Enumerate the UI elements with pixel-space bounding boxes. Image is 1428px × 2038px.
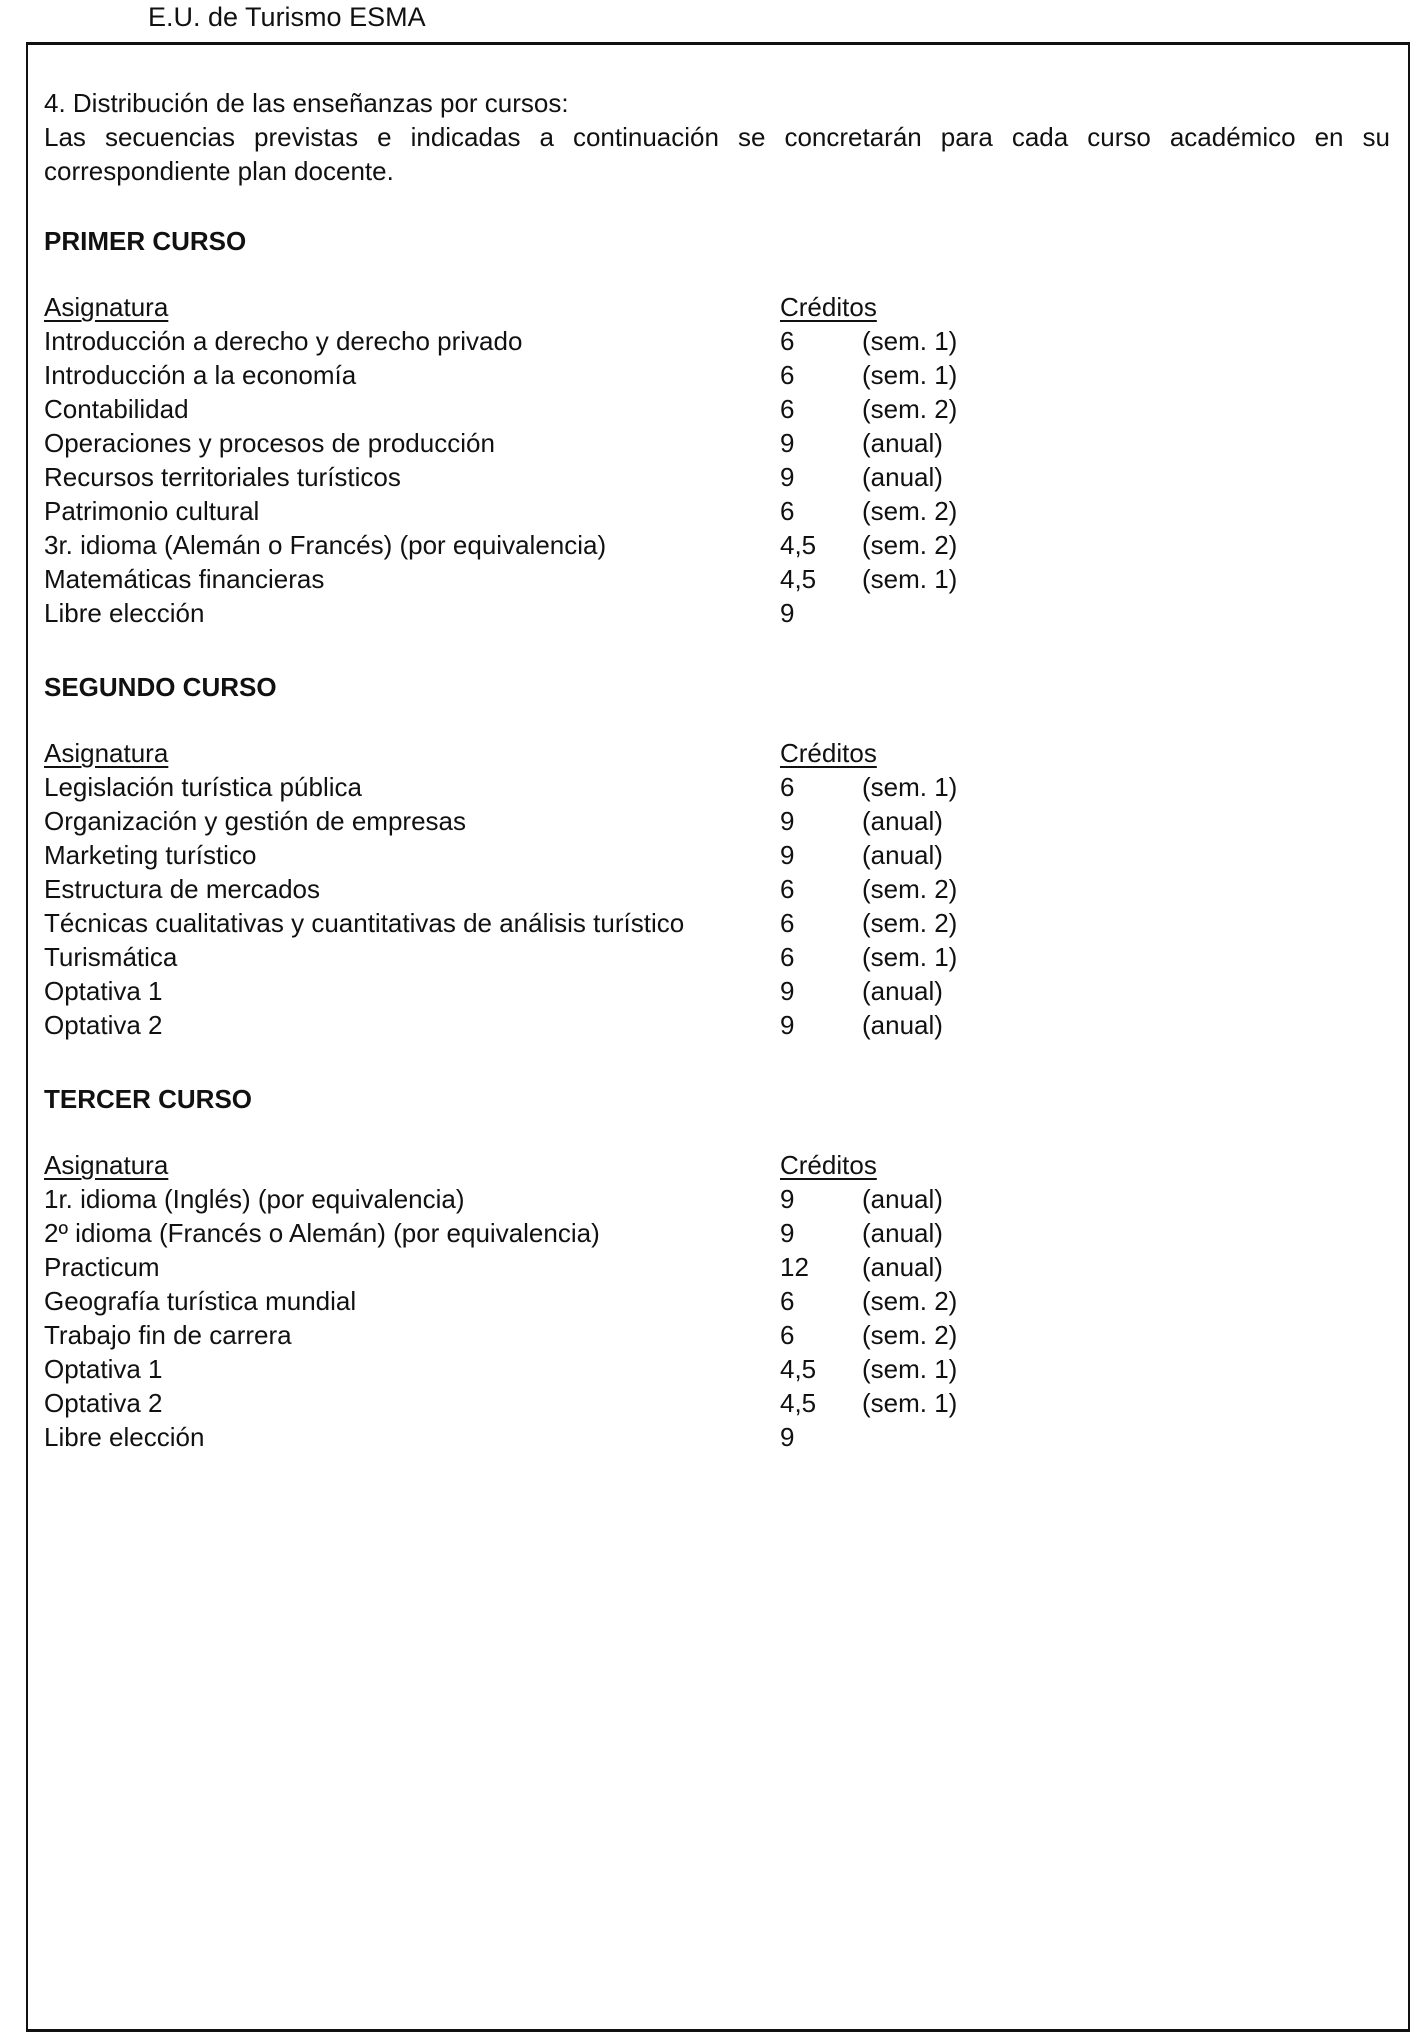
subject-cell: 1r. idioma (Inglés) (por equivalencia) [44, 1184, 465, 1214]
credits-cell: 6 [780, 360, 795, 390]
credits-cell: 9 [780, 462, 795, 492]
column-header-credits: Créditos [780, 738, 877, 768]
period-cell: (sem. 2) [862, 1286, 958, 1316]
period-cell: (sem. 1) [862, 360, 958, 390]
period-cell: (anual) [862, 1218, 943, 1248]
table-row [44, 426, 1044, 460]
table-row [44, 1420, 1044, 1454]
credits-cell: 12 [780, 1252, 809, 1282]
period-cell: (sem. 2) [862, 394, 958, 424]
page-header: E.U. de Turismo ESMA [148, 2, 426, 32]
credits-cell: 9 [780, 840, 795, 870]
subject-cell: Introducción a la economía [44, 360, 357, 390]
subject-cell: Trabajo fin de carrera [44, 1320, 292, 1350]
subject-cell: Optativa 1 [44, 1354, 163, 1384]
credits-cell: 4,5 [780, 564, 817, 594]
table-row [44, 1008, 1044, 1042]
period-cell: (sem. 1) [862, 1354, 958, 1384]
subject-cell: Técnicas cualitativas y cuantitativas de análisis turístico [44, 908, 685, 938]
table-row [44, 770, 1044, 804]
period-cell: (sem. 1) [862, 1388, 958, 1418]
table-row [44, 528, 1044, 562]
credits-cell: 6 [780, 1320, 795, 1350]
subject-cell: Optativa 1 [44, 976, 163, 1006]
subject-cell: Optativa 2 [44, 1010, 163, 1040]
subject-cell: Geografía turística mundial [44, 1286, 357, 1316]
intro-heading: 4. Distribución de las enseñanzas por cursos: [44, 88, 569, 118]
credits-cell: 6 [780, 1286, 795, 1316]
credits-cell: 9 [780, 1422, 795, 1452]
table-row [44, 872, 1044, 906]
table-row [44, 940, 1044, 974]
document-content [44, 86, 1394, 1452]
period-cell: (anual) [862, 1010, 943, 1040]
subject-cell: Matemáticas financieras [44, 564, 325, 594]
credits-cell: 9 [780, 428, 795, 458]
subject-cell: Operaciones y procesos de producción [44, 428, 495, 458]
period-cell: (sem. 2) [862, 908, 958, 938]
intro-paragraph: Las secuencias previstas e indicadas a continuación se concretarán para cada curso académico en su correspondiente plan docente. [44, 122, 1390, 186]
period-cell: (anual) [862, 428, 943, 458]
subject-cell: Contabilidad [44, 394, 189, 424]
table-row [44, 974, 1044, 1008]
section-tercer-curso [44, 1082, 1044, 1454]
credits-cell: 6 [780, 874, 795, 904]
section-segundo-curso [44, 670, 1044, 1042]
credits-cell: 9 [780, 1184, 795, 1214]
credits-cell: 9 [780, 806, 795, 836]
subject-cell: Estructura de mercados [44, 874, 321, 904]
period-cell: (sem. 1) [862, 772, 958, 802]
table-row [44, 1386, 1044, 1420]
table-row [44, 804, 1044, 838]
table-row [44, 1352, 1044, 1386]
credits-cell: 9 [780, 1218, 795, 1248]
subject-cell: Legislación turística pública [44, 772, 362, 802]
table-row [44, 392, 1044, 426]
course-table [44, 324, 1044, 630]
subject-cell: Libre elección [44, 598, 205, 628]
subject-cell: Turismática [44, 942, 178, 972]
credits-cell: 6 [780, 394, 795, 424]
table-row [44, 906, 1044, 940]
subject-cell: Recursos territoriales turísticos [44, 462, 401, 492]
course-table [44, 1182, 1044, 1454]
subject-cell: Libre elección [44, 1422, 205, 1452]
column-header-subject: Asignatura [44, 1150, 169, 1180]
subject-cell: 2º idioma (Francés o Alemán) (por equivalencia) [44, 1218, 600, 1248]
intro-section [44, 86, 1394, 188]
credits-cell: 4,5 [780, 1354, 817, 1384]
period-cell: (sem. 2) [862, 874, 958, 904]
column-header-subject: Asignatura [44, 738, 169, 768]
course-table [44, 770, 1044, 1042]
table-row [44, 494, 1044, 528]
credits-cell: 6 [780, 908, 795, 938]
column-header-subject: Asignatura [44, 292, 169, 322]
period-cell: (anual) [862, 1184, 943, 1214]
subject-cell: Organización y gestión de empresas [44, 806, 467, 836]
credits-cell: 6 [780, 496, 795, 526]
column-header-credits: Créditos [780, 292, 877, 322]
table-row [44, 1284, 1044, 1318]
period-cell: (sem. 1) [862, 564, 958, 594]
credits-cell: 9 [780, 598, 795, 628]
credits-cell: 4,5 [780, 530, 817, 560]
subject-cell: Optativa 2 [44, 1388, 163, 1418]
section-title: SEGUNDO CURSO [44, 672, 277, 702]
period-cell: (anual) [862, 976, 943, 1006]
table-row [44, 562, 1044, 596]
table-row [44, 324, 1044, 358]
section-primer-curso [44, 224, 1044, 630]
period-cell: (anual) [862, 462, 943, 492]
credits-cell: 9 [780, 1010, 795, 1040]
credits-cell: 4,5 [780, 1388, 817, 1418]
credits-cell: 9 [780, 976, 795, 1006]
subject-cell: Introducción a derecho y derecho privado [44, 326, 523, 356]
subject-cell: Patrimonio cultural [44, 496, 260, 526]
table-row [44, 358, 1044, 392]
table-row [44, 1250, 1044, 1284]
table-header [44, 736, 1044, 770]
period-cell: (anual) [862, 1252, 943, 1282]
credits-cell: 6 [780, 772, 795, 802]
period-cell: (sem. 1) [862, 942, 958, 972]
table-row [44, 838, 1044, 872]
period-cell: (sem. 2) [862, 530, 958, 560]
period-cell: (anual) [862, 806, 943, 836]
table-row [44, 1182, 1044, 1216]
section-title: TERCER CURSO [44, 1084, 253, 1114]
credits-cell: 6 [780, 326, 795, 356]
period-cell: (sem. 2) [862, 496, 958, 526]
period-cell: (sem. 1) [862, 326, 958, 356]
table-header [44, 290, 1044, 324]
table-row [44, 596, 1044, 630]
table-row [44, 1216, 1044, 1250]
table-row [44, 460, 1044, 494]
credits-cell: 6 [780, 942, 795, 972]
period-cell: (sem. 2) [862, 1320, 958, 1350]
subject-cell: Practicum [44, 1252, 160, 1282]
section-title: PRIMER CURSO [44, 226, 247, 256]
subject-cell: Marketing turístico [44, 840, 257, 870]
table-header [44, 1148, 1044, 1182]
table-row [44, 1318, 1044, 1352]
column-header-credits: Créditos [780, 1150, 877, 1180]
subject-cell: 3r. idioma (Alemán o Francés) (por equivalencia) [44, 530, 607, 560]
period-cell: (anual) [862, 840, 943, 870]
